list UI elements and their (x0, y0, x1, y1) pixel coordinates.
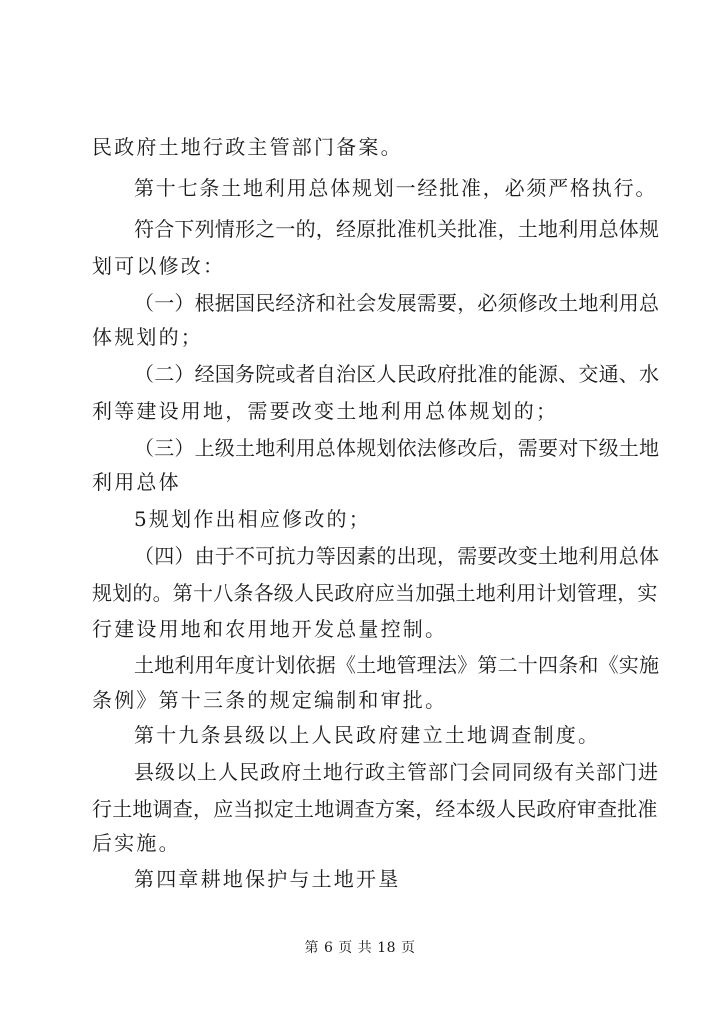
text-line: 第十七条土地利用总体规划一经批准，必须严格执行。 (134, 176, 658, 200)
text-line: 行土地调查，应当拟定土地调查方案，经本级人民政府审查批准 (92, 797, 658, 821)
text-line: 规划的。第十八条各级人民政府应当加强土地利用计划管理，实 (92, 581, 658, 605)
text-line: 体规划的； (92, 325, 203, 349)
text-line: 利用总体 (92, 470, 181, 494)
text-line: （一）根据国民经济和社会发展需要，必须修改土地利用总 (134, 291, 660, 315)
text-line: 5规划作出相应修改的； (134, 507, 371, 531)
text-line: 划可以修改： (92, 254, 226, 278)
text-line: 符合下列情形之一的，经原批准机关批准，土地利用总体规 (134, 217, 660, 241)
text-line: 条例》第十三条的规定编制和审批。 (92, 688, 448, 712)
text-line: 第十九条县级以上人民政府建立土地调查制度。 (134, 723, 601, 747)
text-line: 县级以上人民政府土地行政主管部门会同同级有关部门进 (134, 760, 659, 784)
text-line: （三）上级土地利用总体规划依法修改后，需要对下级土地 (134, 436, 660, 460)
text-line: 后实施。 (92, 831, 181, 855)
text-line: 土地利用年度计划依据《土地管理法》第二十四条和《实施 (134, 653, 660, 677)
text-line: （二）经国务院或者自治区人民政府批准的能源、交通、水 (134, 362, 660, 386)
text-line: 行建设用地和农用地开发总量控制。 (92, 617, 448, 641)
page-footer: 第 6 页 共 18 页 (304, 940, 416, 956)
text-line: （四）由于不可抗力等因素的出现，需要改变土地利用总体 (134, 544, 660, 568)
text-line: 民政府土地行政主管部门备案。 (92, 135, 403, 159)
text-line: 利等建设用地，需要改变土地利用总体规划的； (92, 399, 559, 423)
text-line: 第四章耕地保护与土地开垦 (134, 867, 401, 891)
